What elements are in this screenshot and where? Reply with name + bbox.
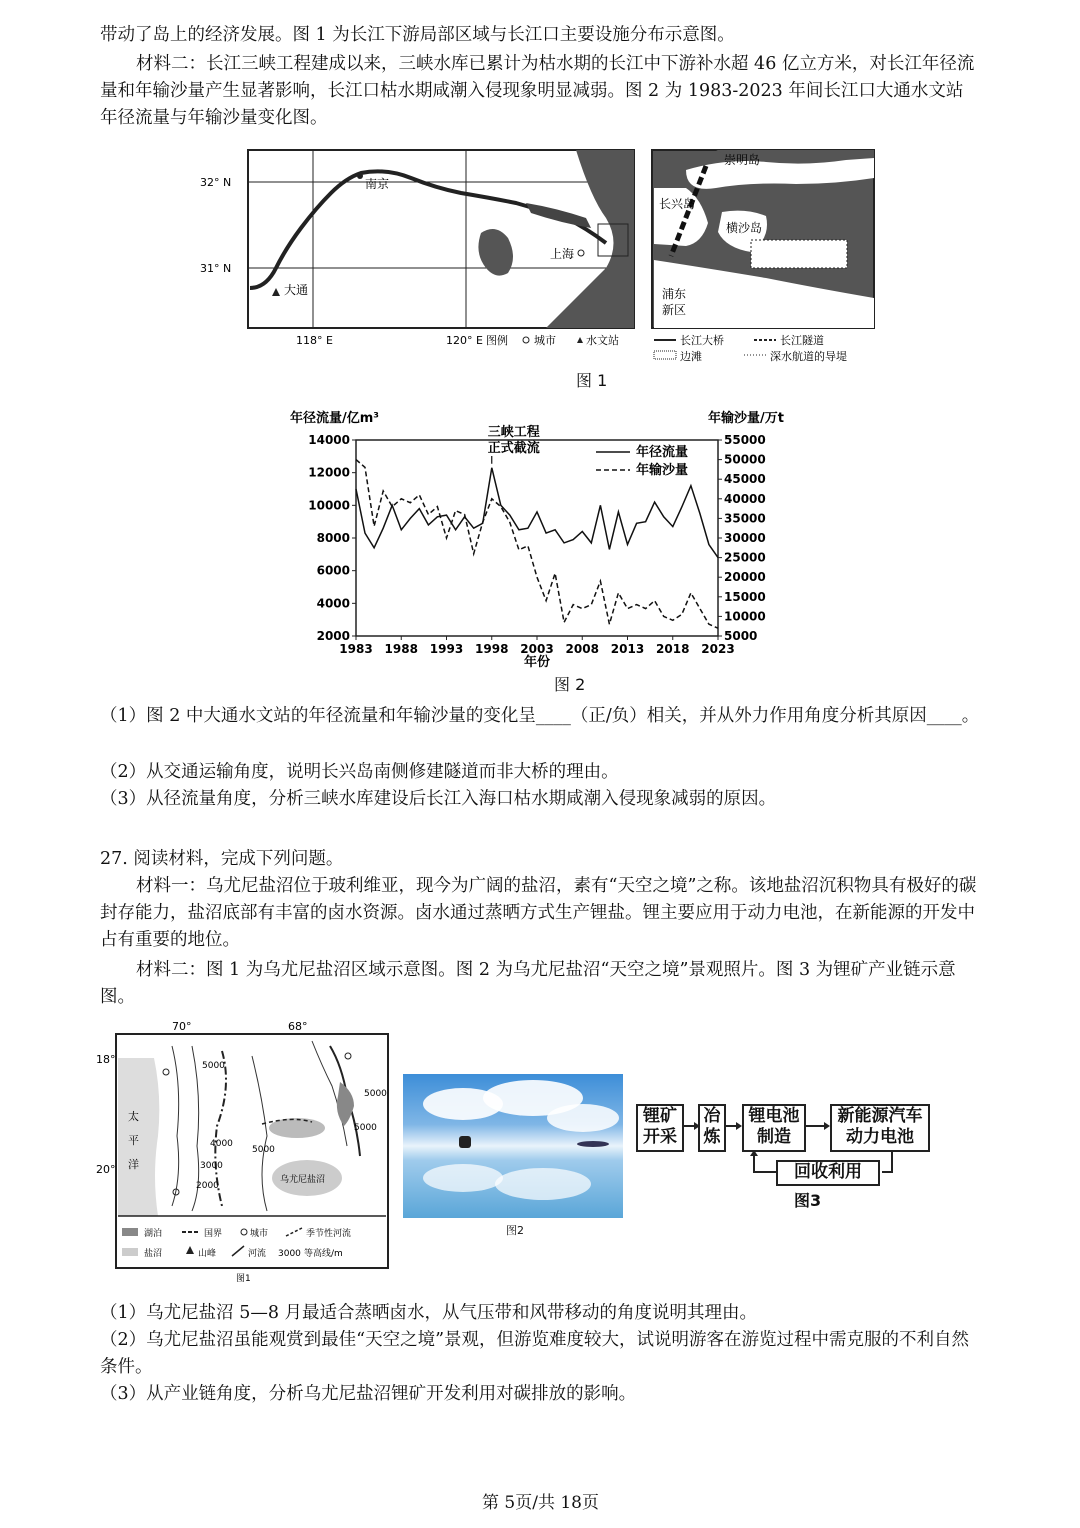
y-right-tick-label: 10000 [724, 609, 766, 624]
contour-5000-d: 5000 [252, 1145, 275, 1155]
y-right-tick-label: 20000 [724, 570, 766, 585]
flow-smelting: 冶 炼 [698, 1104, 726, 1152]
uyuni-map [92, 1016, 392, 1286]
inset-label-changxing: 长兴岛 [659, 197, 696, 211]
q27-material-one: 材料一：乌尤尼盐沼位于玻利维亚，现今为广阔的盐沼，素有“天空之境”之称。该地盐沼沉积物具有极好的碳封存能力，盐沼底部有丰富的卤水资源。卤水通过蒸晒方式生产锂盐。锂主要应用于动力电池，在新能源的开发中占有重要的地位。 [100, 876, 977, 950]
x-tick-label: 2013 [610, 642, 645, 656]
contour-5000-a: 5000 [202, 1061, 225, 1071]
y-right-tick-label: 5000 [724, 629, 758, 643]
figure1-caption: 图 1 [576, 371, 608, 390]
contour-5000-b: 5000 [364, 1089, 387, 1099]
legend-runoff: 年径流量 [636, 445, 689, 460]
lat-label-top: 32° N [200, 176, 232, 189]
lat-label-bottom: 31° N [200, 262, 232, 275]
series-line-sediment [356, 460, 718, 629]
legend-season-river: 季节性河流 [306, 1229, 352, 1239]
material-two-paragraph: 材料二：长江三峡工程建成以来，三峡水库已累计为枯水期的长江中下游补水超 46 亿立方米，对长江年径流量和年输沙量产生显著影响，长江口枯水期咸潮入侵现象明显减弱。图 2 为 1983-2023 年间长江口大通水文站年径流量与年输沙量变化图。 [100, 54, 975, 128]
question-26-3: （3）从径流量角度，分析三峡水库建设后长江入海口枯水期咸潮入侵现象减弱的原因。 [100, 789, 777, 809]
q27-material-two: 材料二：图 1 为乌尤尼盐沼区域示意图。图 2 为乌尤尼盐沼“天空之境”景观照片。图 3 为锂矿产业链示意图。 [100, 960, 956, 1007]
uyuni-lon-68: 68° [288, 1020, 308, 1033]
y-right-tick-label: 45000 [724, 472, 766, 487]
y-right-tick-label: 35000 [724, 511, 766, 526]
y-left-tick-label: 14000 [308, 433, 350, 447]
y-right-tick-label: 15000 [724, 589, 766, 604]
legend-city: 城市 [534, 334, 556, 347]
contour-5000-c: 5000 [354, 1123, 377, 1133]
legend-shoal-icon [654, 351, 676, 359]
legend-tunnel: 长江隧道 [780, 334, 824, 347]
flow-lithium-mining: 锂矿 开采 [636, 1104, 684, 1152]
x-tick-label: 2018 [656, 642, 690, 656]
legend-bridge: 长江大桥 [680, 334, 724, 347]
inset-label-hengsha: 横沙岛 [726, 221, 763, 235]
series-line-runoff [356, 468, 718, 558]
x-tick-label: 2023 [701, 642, 735, 656]
uyuni-fig1-caption: 图1 [236, 1274, 251, 1284]
y-right-tick-label: 55000 [724, 433, 766, 447]
x-tick-label: 1988 [384, 642, 418, 656]
ocean-char-2: 平 [128, 1134, 139, 1147]
photo-caption: 图2 [506, 1224, 524, 1237]
y-left-tick-label: 4000 [316, 596, 350, 611]
x-axis-label: 年份 [524, 655, 551, 670]
legend-contour-value: 3000 [278, 1249, 301, 1259]
legend-title: 图例 [486, 334, 508, 347]
legend-lake: 湖泊 [144, 1229, 163, 1239]
yangtze-map [200, 148, 886, 370]
question-26-2: （2）从交通运输角度，说明长兴岛南侧修建隧道而非大桥的理由。 [100, 762, 619, 782]
y-left-tick-label: 6000 [316, 563, 350, 578]
contour-4000: 4000 [210, 1139, 233, 1149]
legend-station: 水文站 [586, 334, 619, 347]
annotation-line2: 正式截流 [487, 441, 540, 456]
uyuni-lat-18: 18° [96, 1053, 116, 1066]
uyuni-lon-70: 70° [172, 1020, 192, 1033]
page-footer: 第 5页/共 18页 [482, 1493, 599, 1513]
legend-salt: 盐沼 [144, 1249, 163, 1259]
flow-caption: 图3 [794, 1191, 822, 1210]
lon-label-left: 118° E [296, 334, 333, 347]
ocean-char-1: 太 [128, 1110, 139, 1123]
x-tick-label: 2008 [565, 642, 599, 656]
question-27-1: （1）乌尤尼盐沼 5—8 月最适合蒸晒卤水，从气压带和风带移动的角度说明其理由。 [100, 1303, 758, 1323]
sky-mirror-photo [403, 1074, 623, 1218]
x-tick-label: 1983 [339, 642, 373, 656]
right-axis-label: 年输沙量/万t [708, 411, 784, 426]
y-right-tick-label: 40000 [724, 491, 766, 506]
legend-lake-icon [122, 1228, 138, 1236]
y-left-tick-label: 8000 [316, 531, 350, 545]
inset-label-pudong2: 新区 [662, 303, 687, 317]
legend-border: 国界 [204, 1229, 223, 1239]
legend-contour: 等高线/m [304, 1249, 343, 1259]
city-label-shanghai: 上海 [550, 247, 575, 261]
question-27-3: （3）从产业链角度，分析乌尤尼盐沼锂矿开发利用对碳排放的影响。 [100, 1384, 637, 1404]
contour-3000: 3000 [200, 1161, 223, 1171]
left-axis-label: 年径流量/亿m³ [290, 411, 379, 426]
figure2-caption: 图 2 [554, 675, 586, 694]
x-tick-label: 1993 [429, 642, 464, 656]
ocean-char-3: 洋 [128, 1158, 139, 1171]
y-right-tick-label: 25000 [724, 550, 766, 565]
flow-ev-battery: 新能源汽车 动力电池 [830, 1104, 930, 1152]
uyuni-lat-20: 20° [96, 1163, 116, 1176]
legend-river: 河流 [248, 1249, 267, 1259]
y-left-tick-label: 10000 [308, 498, 350, 513]
question-26-1: （1）图 2 中大通水文站的年径流量和年输沙量的变化呈____（正/负）相关，并从外力作用角度分析其原因____。 [100, 706, 980, 726]
legend-sediment: 年输沙量 [636, 463, 689, 478]
legend-city-uyuni: 城市 [250, 1229, 269, 1239]
legend-station-icon [577, 337, 583, 343]
contour-2000: 2000 [196, 1181, 219, 1191]
question-27-title: 27. 阅读材料，完成下列问题。 [100, 849, 344, 869]
legend-peak: 山峰 [198, 1249, 217, 1259]
y-right-tick-label: 50000 [724, 452, 766, 467]
flow-battery-manufacturing: 锂电池 制造 [742, 1104, 806, 1152]
legend-shoal: 边滩 [680, 350, 702, 363]
lon-label-right: 120° E [446, 334, 483, 347]
city-label-nanjing: 南京 [365, 177, 390, 191]
legend-city-icon [523, 337, 529, 343]
question-27-2: （2）乌尤尼盐沼虽能观赏到最佳“天空之境”景观，但游览难度较大，试说明游客在游览过程中需克服的不利自然条件。 [100, 1330, 970, 1377]
uyuni-salt-label: 乌尤尼盐沼 [280, 1175, 326, 1185]
y-right-tick-label: 30000 [724, 531, 766, 545]
runoff-sediment-chart [280, 402, 800, 668]
station-label-datong: 大通 [284, 283, 309, 297]
intro-line: 带动了岛上的经济发展。图 1 为长江下游局部区域与长江口主要设施分布示意图。 [100, 25, 735, 45]
nanjing-city-icon [357, 173, 363, 179]
y-left-tick-label: 12000 [308, 465, 350, 480]
flow-recycling: 回收利用 [776, 1160, 880, 1186]
y-left-tick-label: 2000 [316, 629, 350, 643]
x-tick-label: 1998 [475, 642, 509, 656]
inset-label-chongming: 崇明岛 [724, 153, 761, 167]
inset-label-pudong1: 浦东 [662, 287, 687, 301]
legend-channel: 深水航道的导堤 [770, 350, 847, 363]
x-tick-label: 2003 [520, 642, 554, 656]
legend-salt-icon [122, 1248, 138, 1256]
annotation-line1: 三峡工程 [487, 425, 540, 440]
